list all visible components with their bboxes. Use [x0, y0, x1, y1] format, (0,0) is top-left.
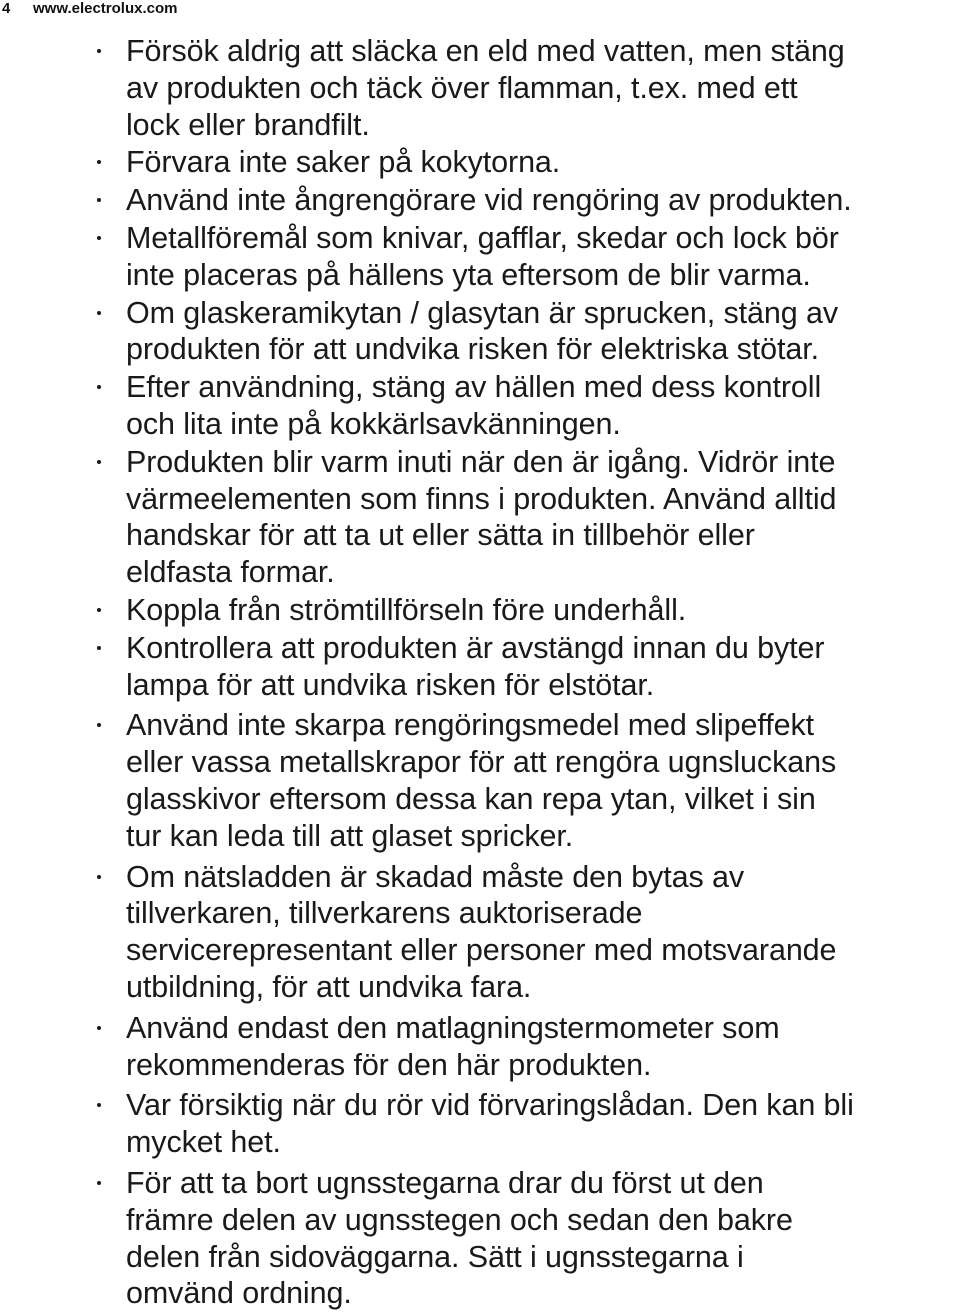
- list-item-line: Om nätsladden är skadad måste den bytas av: [126, 859, 745, 894]
- list-item-line: handskar för att ta ut eller sätta in tillbehör eller: [126, 518, 755, 553]
- list-item-line: Använd inte ångrengörare vid rengöring av produkten.: [126, 183, 852, 218]
- list-item-line: mycket het.: [126, 1125, 281, 1160]
- list-item-line: Förvara inte saker på kokytorna.: [126, 145, 561, 180]
- list-item: [0, 707, 960, 854]
- list-item: [0, 1165, 960, 1312]
- list-item: [0, 592, 960, 629]
- bullet-icon: [97, 385, 101, 389]
- list-item-line: glasskivor eftersom dessa kan repa ytan, vilket i sin: [126, 781, 816, 816]
- list-item-line: eller vassa metallskrapor för att rengöra ugnsluckans: [126, 745, 837, 780]
- bullet-icon: [97, 198, 101, 202]
- list-item: [0, 1087, 960, 1161]
- list-item-line: produkten för att undvika risken för elektriska stötar.: [126, 332, 819, 367]
- list-item-line: servicerepresentant eller personer med motsvarande: [126, 933, 837, 968]
- list-item-line: lampa för att undvika risken för elstötar.: [126, 667, 655, 702]
- list-item-line: rekommenderas för den här produkten.: [126, 1047, 652, 1082]
- list-item: [0, 144, 960, 181]
- list-item: [0, 182, 960, 219]
- list-item-line: utbildning, för att undvika fara.: [126, 969, 532, 1004]
- bullet-icon: [97, 236, 101, 240]
- list-item-line: För att ta bort ugnsstegarna drar du först ut den: [126, 1165, 764, 1200]
- bullet-icon: [97, 160, 101, 164]
- list-item: [0, 859, 960, 1006]
- list-item-line: tur kan leda till att glaset spricker.: [126, 818, 574, 853]
- bullet-icon: [97, 1026, 101, 1030]
- bullet-icon: [97, 723, 101, 727]
- list-item-line: främre delen av ugnsstegen och sedan den bakre: [126, 1202, 793, 1237]
- list-item-line: inte placeras på hällens yta eftersom de blir varma.: [126, 257, 811, 292]
- list-item-line: Efter användning, stäng av hällen med dess kontroll: [126, 370, 822, 405]
- site-url: www.electrolux.com: [33, 0, 178, 17]
- list-item-line: Använd inte skarpa rengöringsmedel med slipeffekt: [126, 708, 814, 743]
- list-item-line: tillverkaren, tillverkarens auktoriserade: [126, 896, 643, 931]
- list-item: [0, 630, 960, 704]
- list-item-line: Produkten blir varm inuti när den är igång. Vidrör inte: [126, 444, 836, 479]
- list-item-line: Koppla från strömtillförseln före underhåll.: [126, 592, 687, 627]
- list-item-line: Försök aldrig att släcka en eld med vatten, men stäng: [126, 34, 845, 68]
- list-item: [0, 369, 960, 443]
- list-item-line: värmeelementen som finns i produkten. Använd alltid: [126, 481, 837, 516]
- page-number: 4: [2, 0, 11, 17]
- bullet-icon: [97, 49, 101, 53]
- list-item-line: och lita inte på kokkärlsavkänningen.: [126, 406, 621, 441]
- list-item: [0, 1010, 960, 1084]
- bullet-icon: [97, 608, 101, 612]
- list-item-line: Kontrollera att produkten är avstängd innan du byter: [126, 630, 825, 665]
- list-item: [0, 220, 960, 294]
- bullet-icon: [97, 1181, 101, 1185]
- safety-instructions-list: [0, 33, 960, 1312]
- list-item: [0, 33, 960, 143]
- list-item: [0, 295, 960, 369]
- bullet-icon: [97, 311, 101, 315]
- bullet-icon: [97, 460, 101, 464]
- bullet-icon: [97, 875, 101, 879]
- bullet-icon: [97, 646, 101, 650]
- list-item-line: eldfasta formar.: [126, 555, 335, 590]
- list-item-line: Var försiktig när du rör vid förvaringslådan. Den kan bli: [126, 1088, 854, 1123]
- list-item-line: delen från sidoväggarna. Sätt i ugnsstegarna i: [126, 1239, 744, 1274]
- list-item-line: Metallföremål som knivar, gafflar, skedar och lock bör: [126, 220, 839, 255]
- list-item-line: lock eller brandfilt.: [126, 107, 370, 142]
- list-item-line: Använd endast den matlagningstermometer som: [126, 1010, 780, 1045]
- bullet-icon: [97, 1103, 101, 1107]
- list-item: [0, 444, 960, 591]
- list-item-line: omvänd ordning.: [126, 1276, 352, 1311]
- list-item-line: Om glaskeramikytan / glasytan är sprucken, stäng av: [126, 295, 838, 330]
- list-item-line: av produkten och täck över flamman, t.ex. med ett: [126, 70, 798, 105]
